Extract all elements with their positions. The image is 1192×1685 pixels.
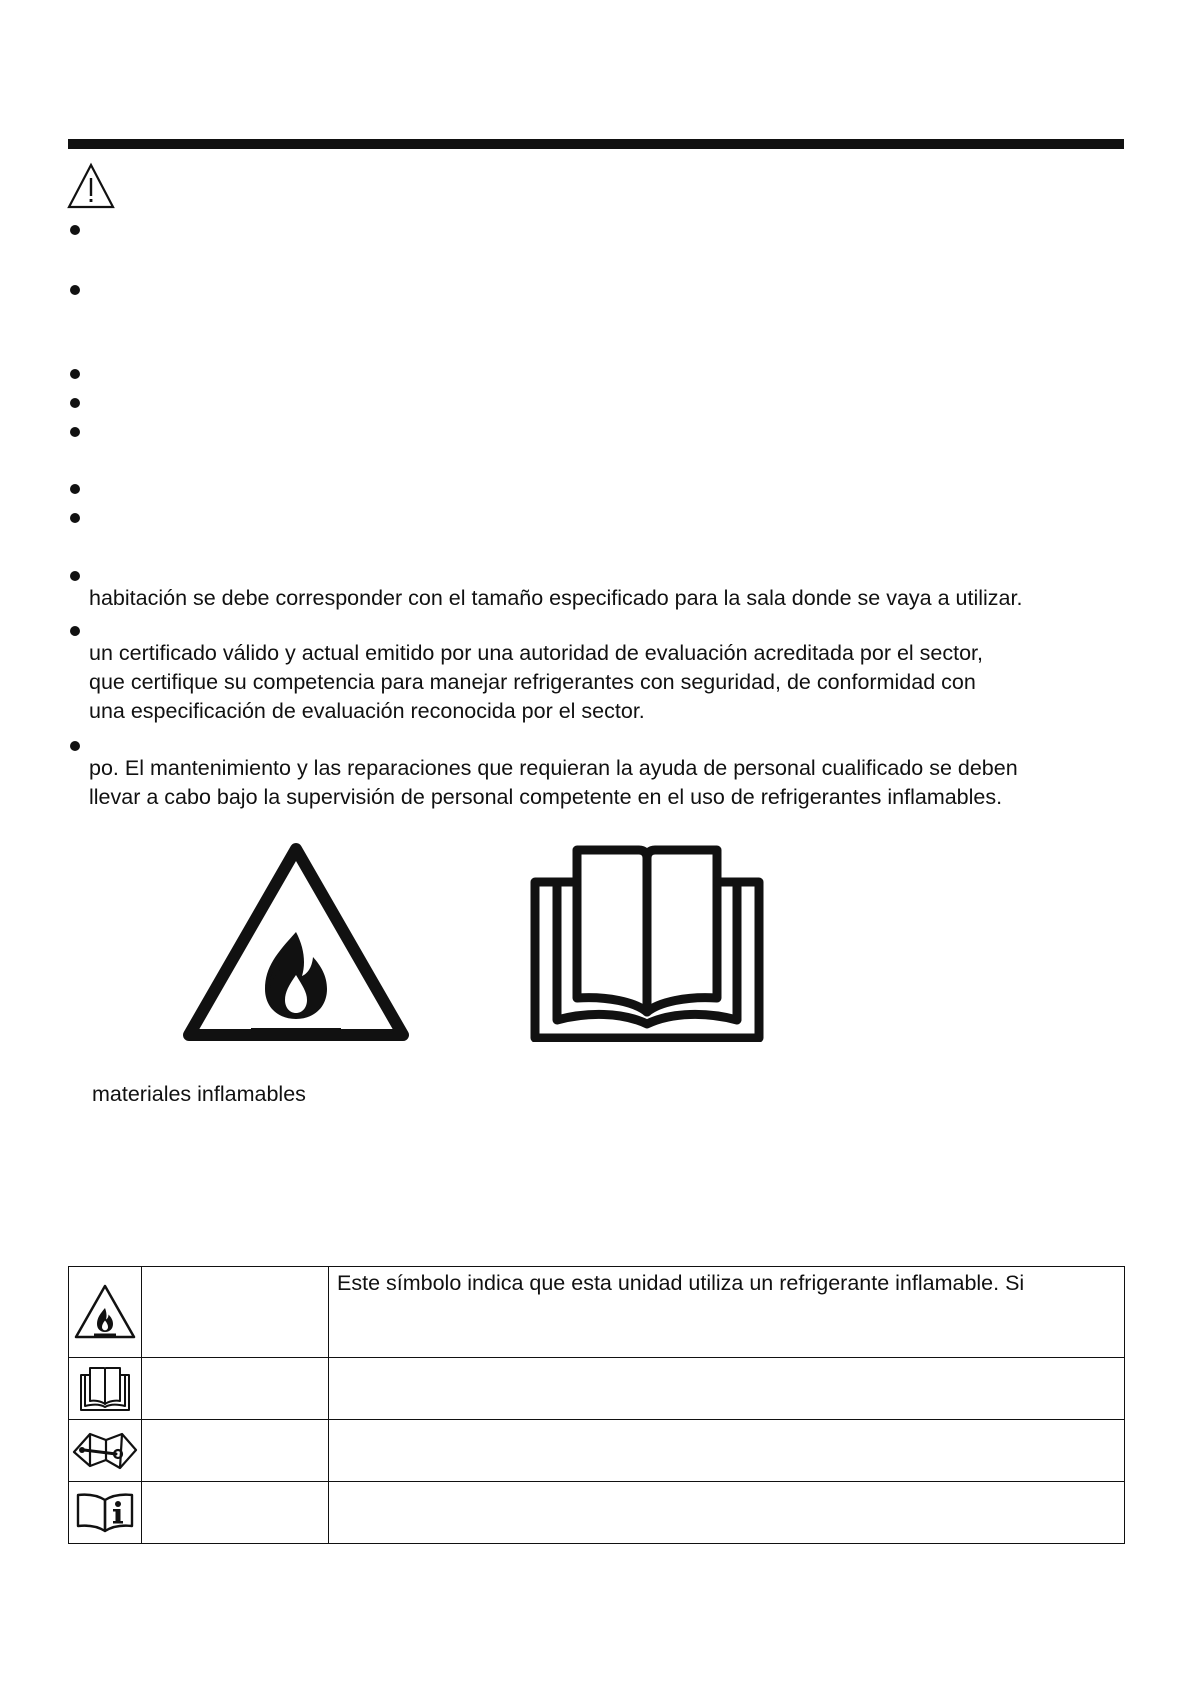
flammable-material-icon bbox=[181, 839, 411, 1047]
symbol-name-cell bbox=[142, 1358, 329, 1420]
symbol-name-cell bbox=[142, 1420, 329, 1482]
symbol-cell bbox=[69, 1420, 142, 1482]
symbol-cell bbox=[69, 1482, 142, 1544]
bullet-text-line: que certifique su competencia para manejar refrigerantes con seguridad, de conformidad con bbox=[89, 670, 976, 694]
bullet-dot bbox=[70, 285, 80, 295]
bullet-dot bbox=[70, 571, 80, 581]
safety-bullet-list bbox=[0, 0, 1192, 830]
symbol-cell bbox=[69, 1358, 142, 1420]
symbol-name-cell bbox=[142, 1482, 329, 1544]
bullet-dot bbox=[70, 513, 80, 523]
bullet-text-line: una especificación de evaluación reconocida por el sector. bbox=[89, 699, 645, 723]
symbol-description-cell bbox=[329, 1482, 1125, 1544]
bullet-dot bbox=[70, 741, 80, 751]
symbol-description-cell: Este símbolo indica que esta unidad utiliza un refrigerante inflamable. Si bbox=[329, 1267, 1125, 1358]
table-row bbox=[69, 1482, 1125, 1544]
symbol-table bbox=[68, 1266, 1125, 1544]
operator-manual-icon bbox=[527, 842, 767, 1048]
bullet-dot bbox=[70, 626, 80, 636]
symbol-description-cell bbox=[329, 1420, 1125, 1482]
bullet-text-line: un certificado válido y actual emitido por una autoridad de evaluación acreditada por el sector, bbox=[89, 641, 983, 665]
bullet-text-line: habitación se debe corresponder con el tamaño especificado para la sala donde se vaya a utilizar. bbox=[89, 586, 1023, 610]
symbol-cell bbox=[69, 1267, 142, 1358]
bullet-dot bbox=[70, 427, 80, 437]
symbol-name-cell bbox=[142, 1267, 329, 1358]
symbol-description-cell bbox=[329, 1358, 1125, 1420]
operator-manual-icon bbox=[69, 1366, 141, 1412]
bullet-dot bbox=[70, 398, 80, 408]
bullet-dot bbox=[70, 369, 80, 379]
service-manual-icon bbox=[69, 1430, 141, 1472]
flammable-caption: materiales inflamables bbox=[92, 1082, 306, 1106]
bullet-dot bbox=[70, 225, 80, 235]
bullet-dot bbox=[70, 484, 80, 494]
flammable-material-icon bbox=[69, 1283, 141, 1341]
bullet-text-line: llevar a cabo bajo la supervisión de personal competente en el uso de refrigerantes inflamables. bbox=[89, 785, 1003, 809]
bullet-text-line: po. El mantenimiento y las reparaciones que requieran la ayuda de personal cualificado se deben bbox=[89, 756, 1018, 780]
table-row bbox=[69, 1267, 1125, 1358]
info-manual-icon bbox=[69, 1492, 141, 1534]
table-row bbox=[69, 1420, 1125, 1482]
table-row bbox=[69, 1358, 1125, 1420]
